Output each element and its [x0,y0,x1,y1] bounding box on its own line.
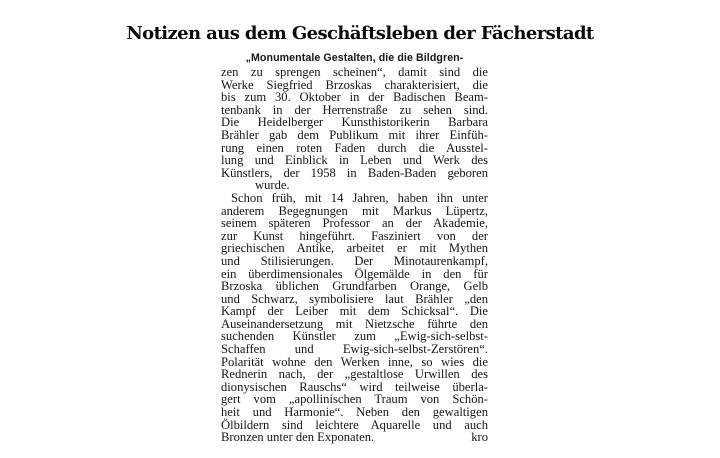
lead-line: „Monumentale Gestalten, die die Bildgren- [245,52,464,64]
author-signature: kro [471,430,488,445]
headline: Notizen aus dem Geschäftsleben der Fächerstadt [126,23,594,45]
text-line: gert vom „apollinischen Traum von Schön- [221,392,488,407]
text-line: Polarität wohne den Werken inne, so wies die [221,354,488,369]
text-line: lung und Einblick in Leben und Werk des [221,153,488,168]
text-line: und Schwarz, symbolisiere laut Brähler „den [221,291,488,306]
text-line: Ölbildern sind leichtere Aquarelle und auch [221,417,488,432]
article-body [221,50,488,444]
text-line: und Stilisierungen. Der Minotaurenkampf, [221,253,488,268]
text-line: Die Heidelberger Kunsthistorikerin Barbara [221,115,488,130]
text-line: tenbank in der Herrenstraße zu sehen sind. [221,102,488,117]
text-line: suchenden Künstler zum „Ewig-sich-selbst- [221,329,488,344]
text-line: Rednerin nach, der „gestaltlose Urwillen des [221,367,488,382]
text-line: zur Kunst hingeführt. Fasziniert von der [221,228,488,243]
text-line: Auseinandersetzung mit Nietzsche führte den [221,316,488,331]
text-line: dionysischen Rauschs“ wird teilweise überla- [221,379,488,394]
closing-line [221,431,488,444]
text-line: Kampf der Leiber mit dem Schicksal“. Die [221,304,488,319]
paragraph-start-line: Schon früh, mit 14 Jahren, haben ihn unter [231,190,488,205]
text-line: Bronzen unter den Exponaten. [221,430,375,445]
text-line: heit und Harmonie“. Neben den gewaltigen [221,405,488,420]
text-line: anderem Begegnungen mit Markus Lüpertz, [221,203,488,218]
text-line: bis zum 30. Oktober in der Badischen Beam- [221,90,488,105]
text-line: Künstlers, der 1958 in Baden-Baden geboren [221,165,488,180]
text-line: rung einen roten Faden durch die Ausstel- [221,140,488,155]
text-line: wurde. [255,178,290,193]
text-line: griechischen Antike, arbeitet er mit Mythen [221,241,488,256]
text-line: seinem späteren Professor an der Akademie, [221,216,488,231]
text-line: Brähler gab dem Publikum mit ihrer Einfüh- [221,127,488,142]
text-line: ein überdimensionales Ölgemälde in den für [221,266,488,281]
text-line: Brzoska üblichen Grundfarben Orange, Gelb [221,279,488,294]
text-line: zen zu sprengen scheinen“, damit sind die [221,65,488,79]
text-line: Werke Siegfried Brzoskas charakterisiert, die [221,77,488,92]
text-line: Schaffen und Ewig-sich-selbst-Zerstören“. [221,342,488,357]
